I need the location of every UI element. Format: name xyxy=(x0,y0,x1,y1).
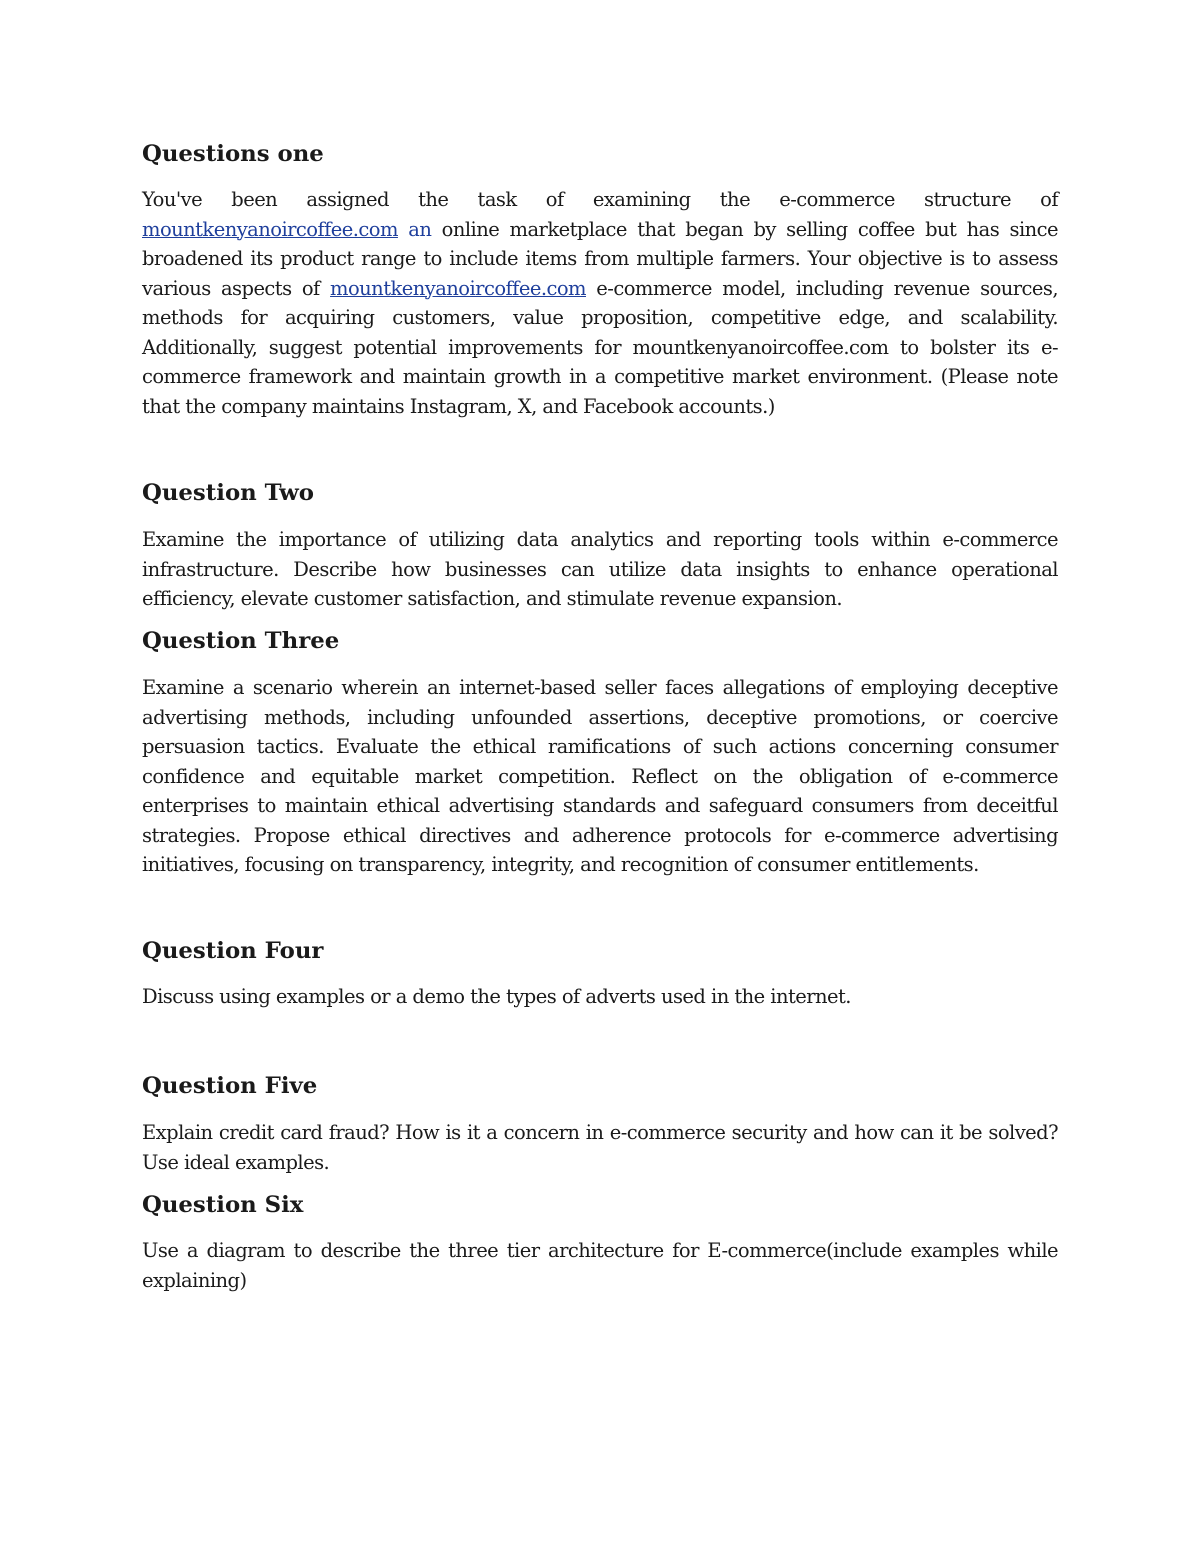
question-one-heading: Questions one xyxy=(142,141,324,167)
question-five-heading: Question Five xyxy=(142,1073,318,1099)
company-link[interactable]: mountkenyanoircoffee.com xyxy=(142,217,398,241)
question-six-body: Use a diagram to describe the three tier architecture for E-commerce(include examples while explaining) xyxy=(142,1239,1058,1292)
question-one-body xyxy=(142,185,1058,421)
company-link-2[interactable]: mountkenyanoircoffee.com xyxy=(330,276,586,300)
question-three-body: Examine a scenario wherein an internet-based seller faces allegations of employing deceptive advertising methods, including unfounded assertions, deceptive promotions, or coercive persuasion tactics. Evaluate the ethical ramifications of such actions concerning consumer confidence and equitable market competition. Reflect on the obligation of e-commerce enterprises to maintain ethical advertising standards and safeguard consumers from deceitful strategies. Propose ethical directives and adherence protocols for e-commerce advertising initiatives, focusing on transparency, integrity, and recognition of consumer entitlements. xyxy=(142,676,1058,876)
question-two-heading: Question Two xyxy=(142,480,314,506)
question-one-an: an xyxy=(397,217,432,241)
question-four-body: Discuss using examples or a demo the types of adverts used in the internet. xyxy=(142,985,851,1008)
question-one-text-b: online marketplace that began by selling coffee but has since broadened its product range to include items from multiple farmers. Your objective is to assess various aspects of xyxy=(142,217,1059,300)
question-one-text-a: You've been assigned the task of examining the e-commerce structure of xyxy=(142,188,1058,211)
question-two-body: Examine the importance of utilizing data analytics and reporting tools within e-commerce infrastructure. Describe how businesses can utilize data insights to enhance operational efficiency, elevate customer satisfaction, and stimulate revenue expansion. xyxy=(142,528,1058,610)
question-six-heading: Question Six xyxy=(142,1192,304,1218)
question-five-body: Explain credit card fraud? How is it a concern in e-commerce security and how can it be solved? Use ideal examples. xyxy=(142,1121,1058,1174)
question-four-heading: Question Four xyxy=(142,938,324,964)
question-one-text-c: e-commerce model, including revenue sources, methods for acquiring customers, value proposition, competitive edge, and scalability. Additionally, suggest potential improvements for mountkenyanoircoffee.com to bolster its e-commerce framework and maintain growth in a competitive market environment. (Please note that the company maintains Instagram, X, and Facebook accounts.) xyxy=(142,276,1059,418)
question-three-heading: Question Three xyxy=(142,628,340,654)
